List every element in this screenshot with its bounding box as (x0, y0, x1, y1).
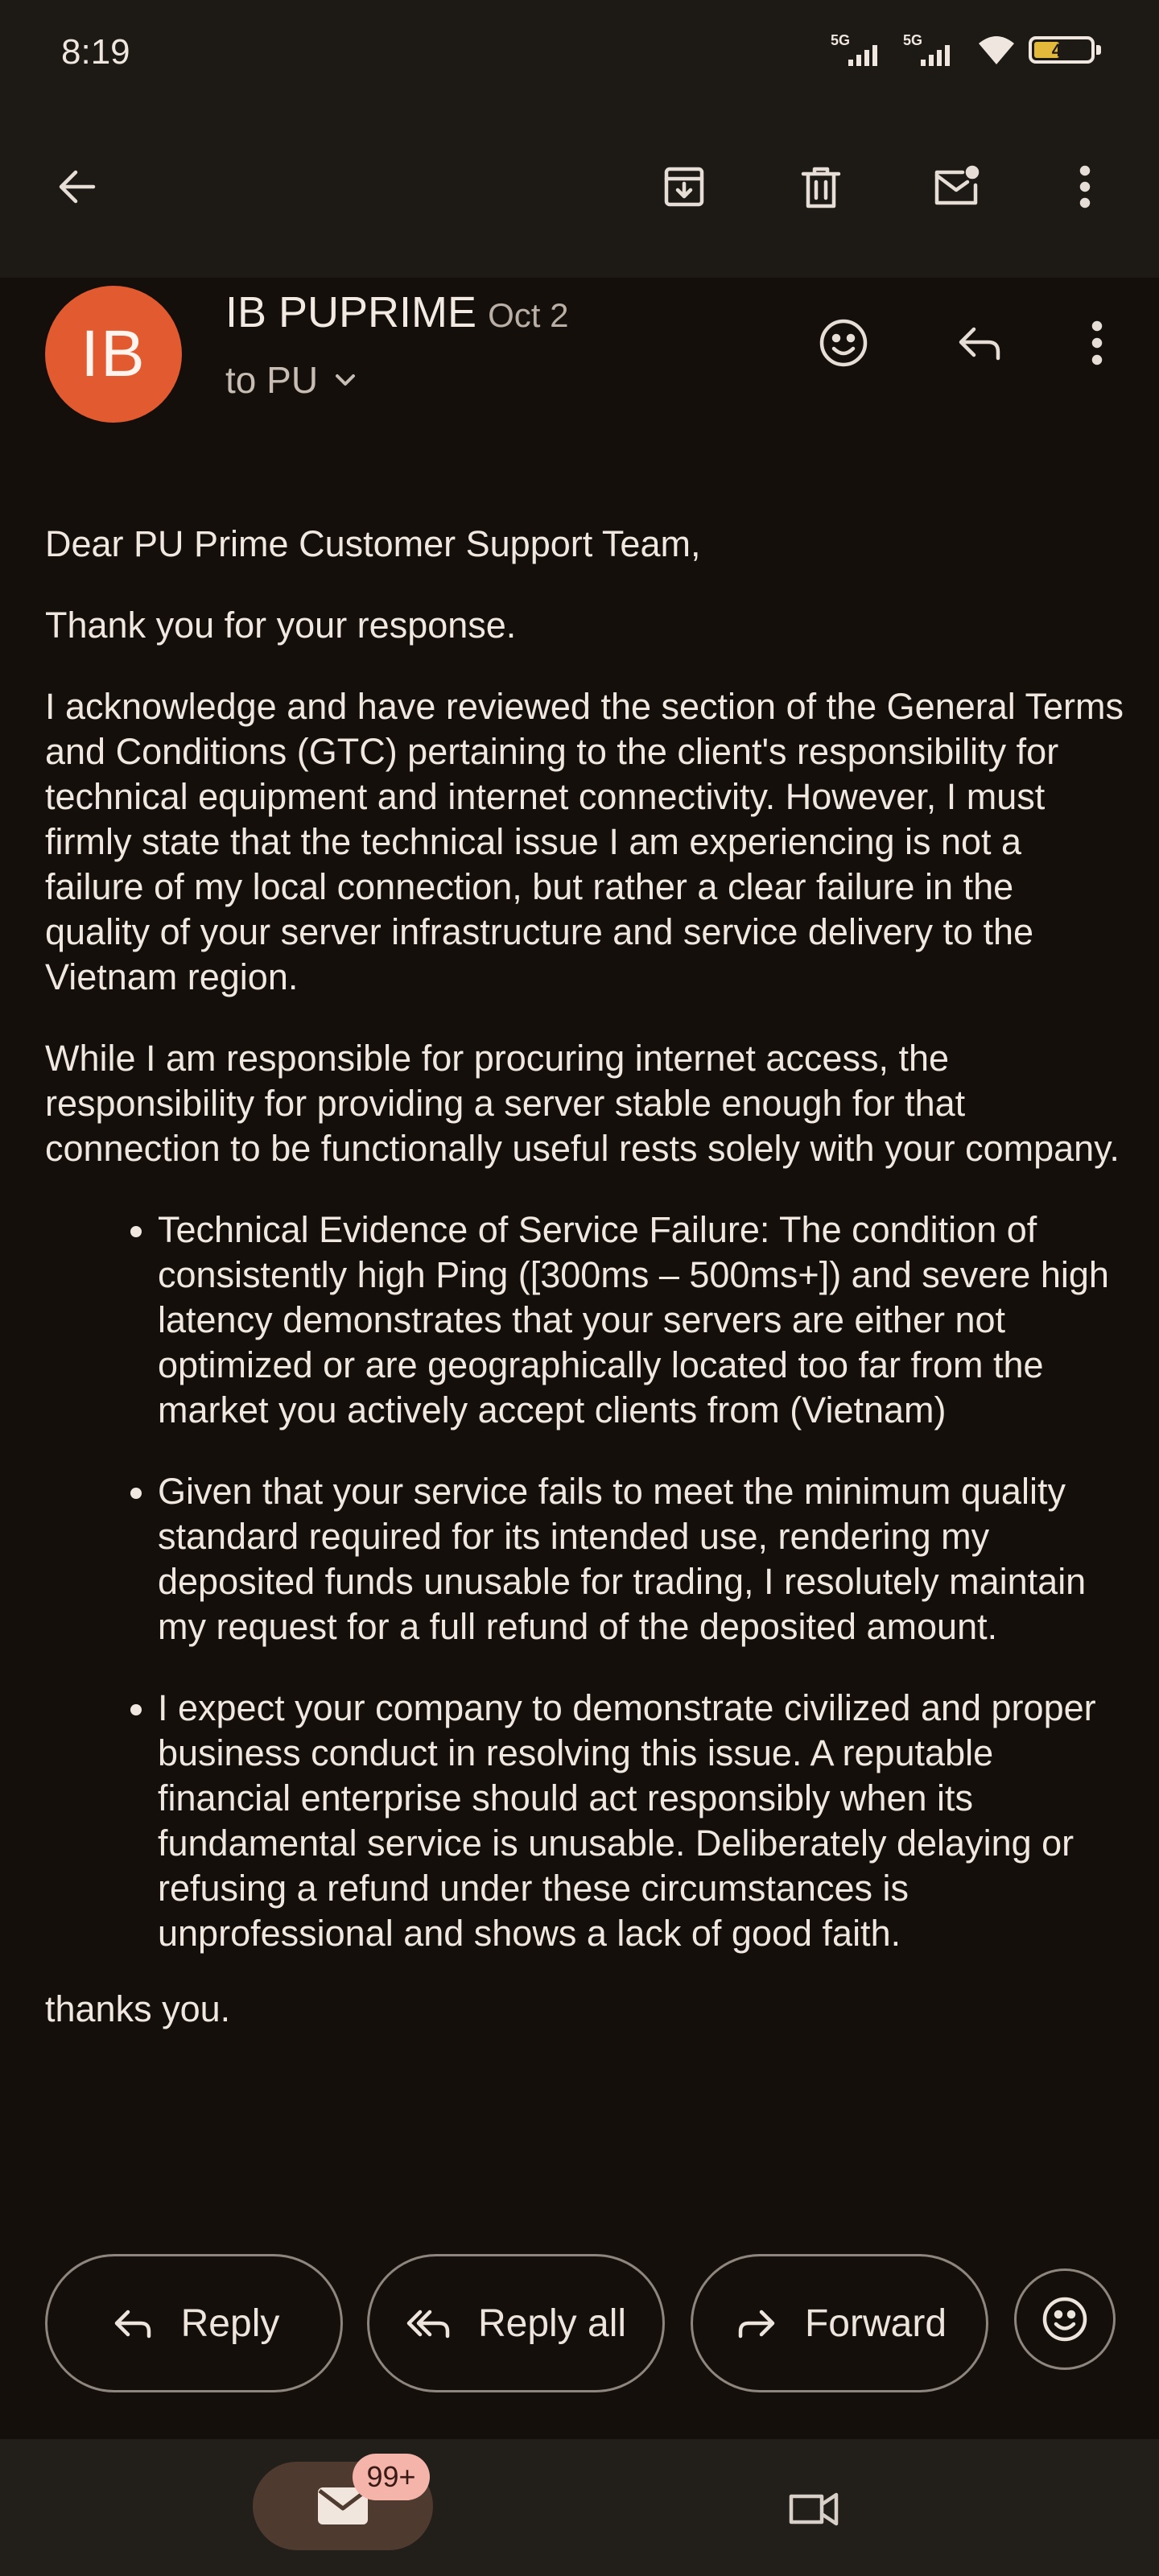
unread-count-badge: 99+ (353, 2454, 430, 2500)
bullet-item: • I expect your company to demonstrate civilized and proper business conduct in resolving this issue. A reputable financial enterprise should act responsibly when its fundamental service is unusable. Deliberately delaying or refusing a refund under these circumstances is unprofessional and shows a lack of good faith. (158, 1686, 1124, 1956)
forward-button[interactable] (691, 2254, 988, 2392)
email-header (0, 278, 1159, 463)
signal-5g-icon (831, 31, 892, 69)
mail-unread-icon (930, 161, 982, 213)
trash-icon (795, 161, 847, 213)
email-body (45, 522, 1124, 2068)
closing: thanks you. (45, 1988, 231, 2029)
recipient-label: to PU (225, 359, 319, 401)
sender-avatar[interactable]: IB (45, 286, 182, 423)
nav-meet-tab[interactable] (777, 2473, 850, 2545)
bullet-list (45, 1208, 1124, 1956)
body-paragraph: While I am responsible for procuring internet access, the responsibility for providing a server stable enough for that connection to be functionally useful rests solely with your company. (45, 1038, 1120, 1169)
sender-line (225, 287, 568, 337)
archive-button[interactable] (649, 151, 720, 222)
reply-all-button[interactable] (367, 2254, 665, 2392)
chevron-down-icon (329, 364, 361, 396)
battery-level: 45 (1051, 40, 1072, 60)
reply-all-icon (406, 2299, 454, 2347)
reply-all-label: Reply all (477, 2301, 627, 2345)
status-time: 8:19 (61, 32, 130, 72)
recipient-toggle[interactable] (225, 358, 361, 402)
video-camera-icon (783, 2479, 844, 2540)
email-date: Oct 2 (488, 296, 569, 334)
body-paragraph: Thank you for your response. (45, 605, 517, 646)
battery-icon (1029, 36, 1095, 64)
emoji-icon (815, 315, 872, 371)
sender-name[interactable]: IB PUPRIME (225, 288, 477, 336)
body-paragraph: I acknowledge and have reviewed the section of the General Terms and Conditions (GTC) pertaining to the client's responsibility for technical equipment and internet connectivity. However, I must firmly state that the technical issue I am experiencing is not a failure of my local connection, but rather a clear failure in the quality of your server infrastructure and service delivery to the Vietnam region. (45, 686, 1124, 997)
message-more-button[interactable] (1061, 307, 1133, 379)
bottom-navigation (0, 2439, 1159, 2576)
add-reaction-button[interactable] (807, 307, 880, 379)
status-icons (831, 31, 1095, 69)
more-vert-icon (1069, 315, 1125, 371)
more-vert-icon (1059, 161, 1111, 213)
reply-icon (951, 315, 1008, 371)
react-button[interactable] (1014, 2268, 1116, 2370)
reply-icon (109, 2299, 157, 2347)
network-label: 5G (831, 32, 851, 48)
action-buttons (45, 2254, 1116, 2396)
forward-icon (732, 2299, 781, 2347)
bullet-item: • Given that your service fails to meet the minimum quality standard required for its intended use, rendering my deposited funds unusable for trading, I resolutely maintain my request for a full refund of the deposited amount. (158, 1469, 1124, 1649)
more-options-button[interactable] (1050, 151, 1120, 222)
delete-button[interactable] (786, 151, 856, 222)
archive-icon (658, 161, 710, 213)
status-bar (0, 0, 1159, 113)
emoji-icon (1038, 2293, 1091, 2346)
top-toolbar (0, 113, 1159, 278)
reply-button[interactable] (45, 2254, 343, 2392)
arrow-left-icon (52, 161, 103, 213)
reply-label: Reply (180, 2301, 280, 2345)
reply-icon-button[interactable] (943, 307, 1016, 379)
wifi-icon (975, 32, 1017, 68)
forward-label: Forward (804, 2301, 947, 2345)
greeting: Dear PU Prime Customer Support Team, (45, 523, 701, 564)
signal-5g-icon (903, 31, 964, 69)
mark-unread-button[interactable] (921, 151, 992, 222)
back-button[interactable] (42, 151, 113, 222)
bullet-item: • Technical Evidence of Service Failure: The condition of consistently high Ping ([300ms – 500ms+]) and severe high latency demonstrates that your servers are either not optimized or are geographically located too far from the market you actively accept clients from (Vietnam) (158, 1208, 1124, 1433)
network-label: 5G (903, 32, 923, 48)
